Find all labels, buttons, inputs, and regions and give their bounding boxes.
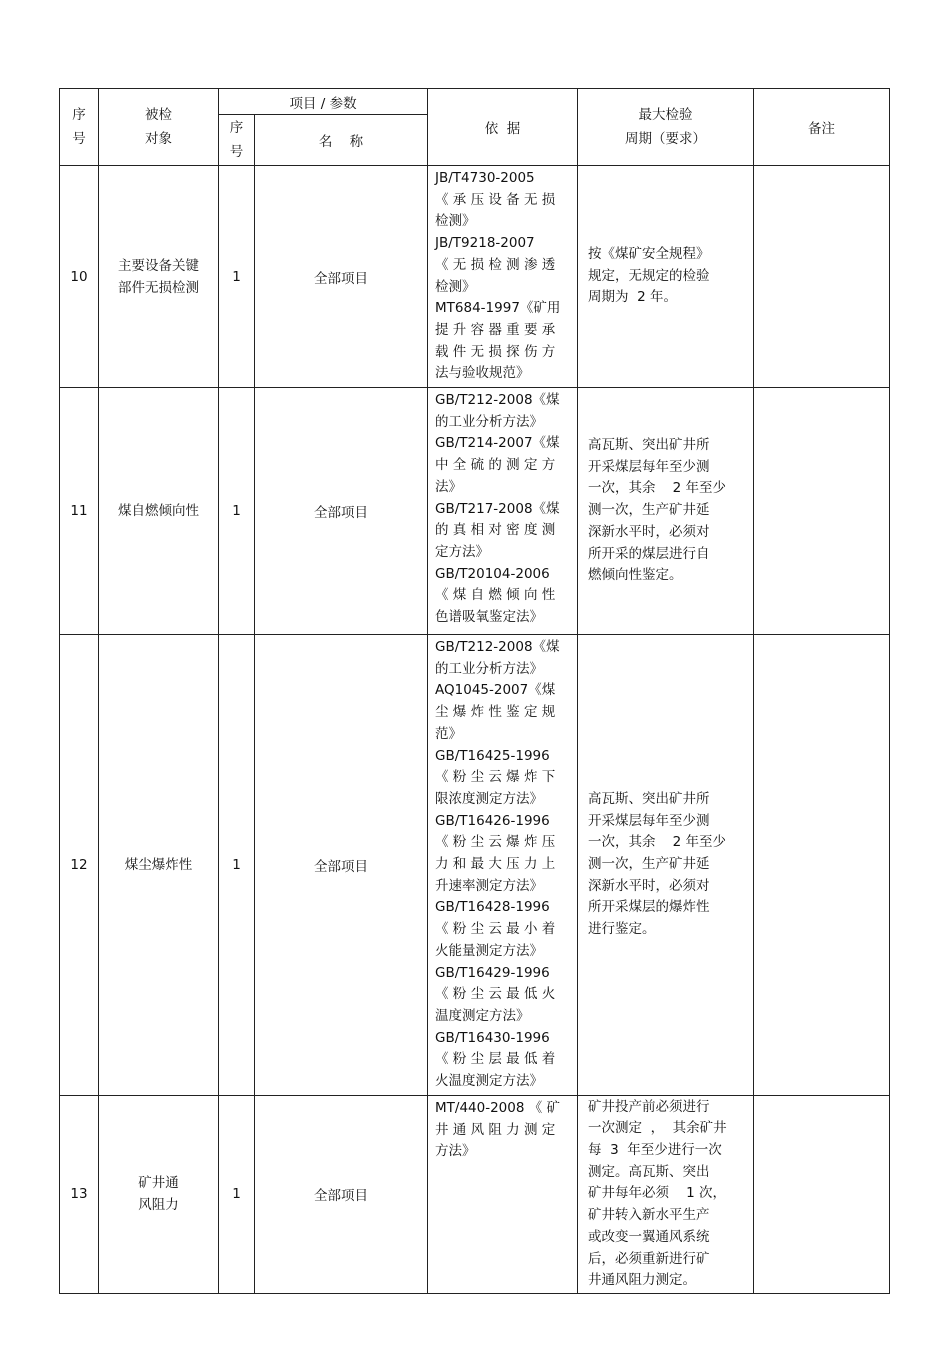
basis-line: GB/T212-2008《煤	[435, 392, 560, 409]
row-object	[99, 1095, 219, 1293]
basis-line: JB/T4730-2005	[435, 170, 535, 186]
row-seq	[60, 166, 99, 388]
basis-line: 《 煤 自 燃 倾 向 性	[435, 587, 556, 604]
object-line: 部件无损检测	[118, 279, 199, 296]
requirement-line: 一次，其余 2 年至少	[588, 480, 727, 497]
requirement-line: 按《煤矿安全规程》	[588, 245, 710, 262]
requirement-line: 燃倾向性鉴定。	[588, 567, 683, 584]
row-sub-seq	[219, 388, 255, 635]
basis-line: MT/440-2008 《 矿	[435, 1099, 561, 1116]
basis-line: GB/T16430-1996	[435, 1029, 550, 1046]
basis-line: 范》	[435, 725, 463, 742]
table-row	[60, 166, 890, 388]
row-seq-text: 12	[70, 856, 88, 873]
row-basis	[428, 635, 578, 1096]
requirement-line: 开采煤层每年至少测	[588, 812, 710, 829]
table-row	[60, 1095, 890, 1293]
requirement-line: 高瓦斯、突出矿井所	[588, 437, 710, 454]
object-line: 煤尘爆炸性	[124, 856, 193, 873]
basis-line: GB/T16426-1996	[435, 812, 550, 829]
object-line: 主要设备关键	[118, 257, 199, 274]
sub-seq-text: 1	[232, 503, 241, 520]
basis-line: 法与验收规范》	[435, 365, 530, 382]
requirement-line: 规定，无规定的检验	[588, 267, 710, 284]
basis-line: AQ1045-2007《煤	[435, 682, 556, 699]
basis-line: 井 通 风 阻 力 测 定	[435, 1121, 556, 1138]
requirement-line: 测一次，生产矿井延	[588, 856, 710, 873]
basis-line: 《 粉 尘 层 最 低 着	[435, 1051, 556, 1068]
object-line: 风阻力	[138, 1197, 179, 1214]
row-seq	[60, 388, 99, 635]
row-basis	[428, 388, 578, 635]
inspection-table	[59, 88, 890, 1294]
requirement-line: 一次，其余 2 年至少	[588, 834, 727, 851]
row-name	[255, 635, 428, 1096]
name-text: 全部项目	[314, 270, 368, 287]
row-requirement	[578, 1095, 754, 1293]
requirement-line: 测一次，生产矿井延	[588, 502, 710, 519]
basis-line: 方法》	[435, 1143, 476, 1160]
header-object: 被检 对象	[99, 89, 219, 166]
table-row	[60, 635, 890, 1096]
row-seq-text: 11	[70, 503, 88, 520]
basis-line: 《 承 压 设 备 无 损	[435, 191, 556, 208]
basis-line: 火能量测定方法》	[435, 942, 544, 959]
basis-line: 《 粉 尘 云 爆 炸 压	[435, 834, 556, 851]
requirement-line: 高瓦斯、突出矿井所	[588, 790, 710, 807]
basis-line: 的工业分析方法》	[435, 660, 544, 677]
basis-line: GB/T217-2008《煤	[435, 500, 560, 517]
name-text: 全部项目	[314, 1188, 368, 1205]
object-line: 矿井通	[138, 1175, 179, 1192]
basis-line: 升速率测定方法》	[435, 877, 544, 894]
row-object	[99, 166, 219, 388]
requirement-line: 周期为 2 年。	[588, 289, 677, 306]
row-object	[99, 635, 219, 1096]
basis-line: 《 粉 尘 云 爆 炸 下	[435, 769, 556, 786]
row-remark	[754, 635, 890, 1096]
row-requirement	[578, 635, 754, 1096]
row-sub-seq	[219, 166, 255, 388]
basis-line: 法》	[435, 478, 463, 495]
requirement-line: 测定。高瓦斯、突出	[588, 1163, 710, 1180]
basis-line: 限浓度测定方法》	[435, 790, 544, 807]
basis-line: GB/T16425-1996	[435, 747, 550, 764]
requirement-line: 或改变一翼通风系统	[588, 1228, 710, 1245]
row-sub-seq	[219, 635, 255, 1096]
basis-line: GB/T214-2007《煤	[435, 435, 560, 452]
table-row	[60, 388, 890, 635]
row-requirement	[578, 166, 754, 388]
name-text: 全部项目	[314, 505, 368, 522]
row-name	[255, 166, 428, 388]
header-sub-name: 名 称	[255, 115, 428, 166]
basis-line: GB/T16428-1996	[435, 899, 550, 916]
requirement-line: 矿井投产前必须进行	[588, 1098, 710, 1115]
basis-line: GB/T212-2008《煤	[435, 639, 560, 656]
basis-line: 的工业分析方法》	[435, 413, 544, 430]
row-seq-text: 13	[70, 1186, 88, 1203]
basis-line: 色谱吸氧鉴定法》	[435, 609, 544, 626]
requirement-line: 后，必须重新进行矿	[588, 1250, 710, 1267]
basis-line: 载 件 无 损 探 伤 方	[435, 343, 556, 360]
basis-line: 《 粉 尘 云 最 低 火	[435, 986, 556, 1003]
requirement-line: 深新水平时，必须对	[588, 523, 710, 540]
requirement-line: 一次测定 ， 其余矿井	[588, 1120, 727, 1137]
requirement-line: 矿井转入新水平生产	[588, 1207, 710, 1224]
header-period: 最大检验 周期（要求）	[578, 89, 754, 166]
row-object	[99, 388, 219, 635]
basis-line: 提 升 容 器 重 要 承	[435, 321, 556, 338]
basis-line: 尘 爆 炸 性 鉴 定 规	[435, 704, 556, 721]
requirement-line: 进行鉴定。	[588, 921, 656, 938]
name-text: 全部项目	[314, 858, 368, 875]
header-item-param: 项目 / 参数	[219, 89, 428, 115]
header-basis: 依 据	[428, 89, 578, 166]
requirement-line: 所开采的煤层进行自	[588, 545, 710, 562]
requirement-line: 每 3 年至少进行一次	[588, 1142, 722, 1159]
basis-line: GB/T16429-1996	[435, 964, 550, 981]
header-seq: 序 号	[60, 89, 99, 166]
sub-seq-text: 1	[232, 268, 241, 285]
row-seq-text: 10	[70, 268, 88, 285]
row-basis	[428, 166, 578, 388]
header-remark: 备注	[754, 89, 890, 166]
basis-line: GB/T20104-2006	[435, 565, 550, 582]
requirement-line: 开采煤层每年至少测	[588, 458, 710, 475]
basis-line: 检测》	[435, 278, 476, 295]
sub-seq-text: 1	[232, 1186, 241, 1203]
sub-seq-text: 1	[232, 856, 241, 873]
basis-line: 定方法》	[435, 543, 490, 560]
row-name	[255, 388, 428, 635]
basis-line: MT684-1997《矿用	[435, 300, 561, 317]
basis-line: 中 全 硫 的 测 定 方	[435, 457, 556, 474]
basis-line: 力 和 最 大 压 力 上	[435, 856, 556, 873]
basis-line: 火温度测定方法》	[435, 1073, 544, 1090]
row-remark	[754, 1095, 890, 1293]
requirement-line: 所开采煤层的爆炸性	[588, 899, 710, 916]
basis-line: 《 粉 尘 云 最 小 着	[435, 921, 556, 938]
row-requirement	[578, 388, 754, 635]
row-sub-seq	[219, 1095, 255, 1293]
row-remark	[754, 388, 890, 635]
requirement-line: 矿井每年必须 1 次，	[588, 1185, 727, 1202]
requirement-line: 井通风阻力测定。	[588, 1272, 697, 1289]
basis-line: 检测》	[435, 213, 476, 230]
row-seq	[60, 1095, 99, 1293]
basis-line: 温度测定方法》	[435, 1007, 530, 1024]
row-name	[255, 1095, 428, 1293]
row-seq	[60, 635, 99, 1096]
basis-line: 的 真 相 对 密 度 测	[435, 522, 556, 539]
basis-line: 《 无 损 检 测 渗 透	[435, 256, 556, 273]
header-sub-seq: 序 号	[219, 115, 255, 166]
requirement-line: 深新水平时，必须对	[588, 877, 710, 894]
row-basis	[428, 1095, 578, 1293]
object-line: 煤自燃倾向性	[118, 503, 199, 520]
row-remark	[754, 166, 890, 388]
basis-line: JB/T9218-2007	[435, 235, 535, 252]
